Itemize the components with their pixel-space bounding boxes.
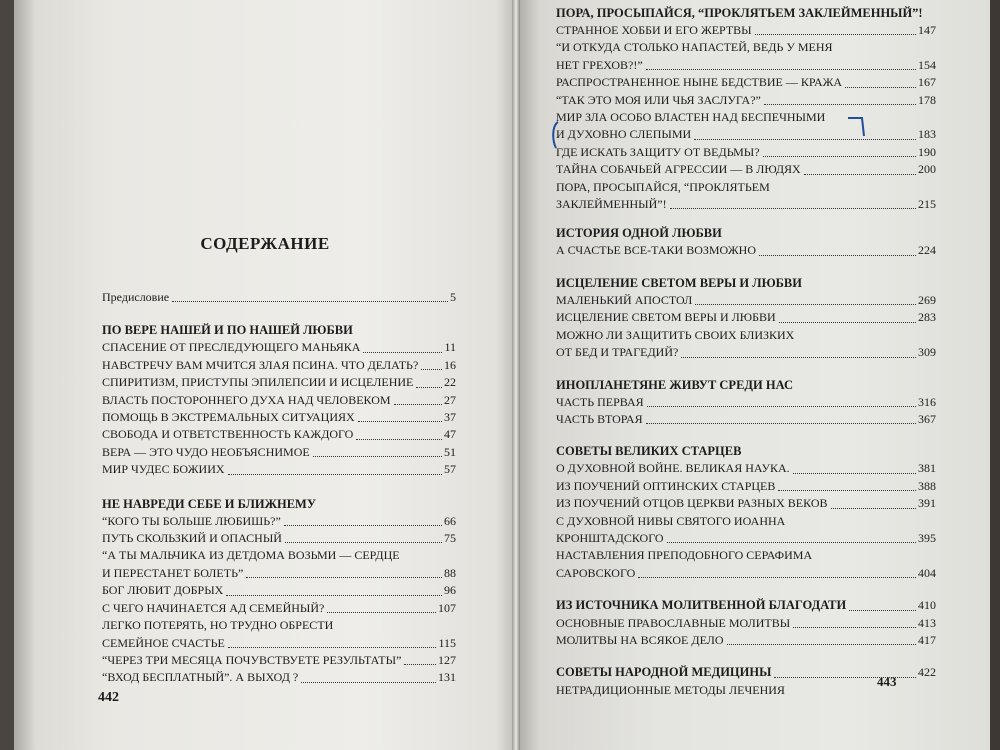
- entry-page: 309: [918, 345, 936, 360]
- entry-title: “ТАК ЭТО МОЯ ИЛИ ЧЬЯ ЗАСЛУГА?”: [556, 92, 761, 107]
- toc-entry[interactable]: [556, 161, 936, 178]
- entry-title: СЕМЕЙНОЕ СЧАСТЬЕ: [102, 635, 225, 650]
- dot-leader: [831, 508, 917, 509]
- dot-leader: [763, 156, 916, 157]
- entry-page: 215: [918, 197, 936, 212]
- toc-entry[interactable]: [102, 409, 456, 426]
- entry-page: 127: [438, 652, 456, 667]
- dot-leader: [727, 644, 916, 645]
- toc-entry[interactable]: [556, 632, 936, 649]
- dot-leader: [172, 301, 448, 302]
- toc-entry[interactable]: [102, 339, 456, 356]
- entry-page: 422: [918, 665, 936, 680]
- dot-leader: [394, 404, 442, 405]
- dot-leader: [638, 577, 916, 578]
- dot-leader: [228, 647, 437, 648]
- toc-entry[interactable]: [556, 565, 936, 582]
- dot-leader: [646, 423, 916, 424]
- entry-title-lead: “А ТЫ МАЛЬЧИКА ИЗ ДЕТДОМА ВОЗЬМИ — СЕРДЦЕ: [102, 548, 400, 563]
- dot-leader: [764, 104, 916, 105]
- dot-leader: [358, 421, 442, 422]
- entry-title: ЧАСТЬ ВТОРАЯ: [556, 411, 643, 426]
- dot-leader: [356, 439, 442, 440]
- entry-page: 404: [918, 565, 936, 580]
- toc-entry[interactable]: [102, 635, 456, 652]
- entry-title: О ДУХОВНОЙ ВОЙНЕ. ВЕЛИКАЯ НАУКА.: [556, 461, 790, 476]
- entry-page: 16: [444, 357, 456, 372]
- entry-page: 57: [444, 462, 456, 477]
- entry-page: 178: [918, 92, 936, 107]
- section-title: ИНОПЛАНЕТЯНЕ ЖИВУТ СРЕДИ НАС: [556, 377, 794, 392]
- toc-section: [556, 443, 936, 582]
- entry-page: 37: [444, 410, 456, 425]
- toc-entry[interactable]: [556, 22, 936, 39]
- toc-section: [556, 377, 936, 429]
- entry-page: 96: [444, 583, 456, 598]
- contents-heading: СОДЕРЖАНИЕ: [200, 234, 330, 253]
- entry-title: НАВСТРЕЧУ ВАМ МЧИТСЯ ЗЛАЯ ПСИНА. ЧТО ДЕЛАТЬ?: [102, 357, 419, 372]
- dot-leader: [646, 69, 916, 70]
- entry-title: ЧАСТЬ ПЕРВАЯ: [556, 394, 644, 409]
- dot-leader: [793, 473, 916, 474]
- toc-entry[interactable]: [102, 374, 456, 391]
- toc-entry[interactable]: [102, 461, 456, 478]
- entry-page: 167: [918, 75, 936, 90]
- entry-page: 417: [918, 632, 936, 647]
- toc-section: [556, 225, 936, 259]
- entry-page: 381: [918, 461, 936, 476]
- dot-leader: [363, 352, 442, 353]
- left-toc: [102, 289, 456, 687]
- section-title: НЕ НАВРЕДИ СЕБЕ И БЛИЖНЕМУ: [102, 496, 317, 511]
- entry-page: 183: [918, 127, 936, 142]
- entry-title: ИЗ ПОУЧЕНИЙ ОТЦОВ ЦЕРКВИ РАЗНЫХ ВЕКОВ: [556, 496, 828, 511]
- entry-page: 269: [918, 292, 936, 307]
- entry-title: ЗАКЛЕЙМЕННЫЙ”!: [556, 197, 667, 212]
- entry-title: МИР ЧУДЕС БОЖИИХ: [102, 462, 225, 477]
- entry-title: А СЧАСТЬЕ ВСЕ-ТАКИ ВОЗМОЖНО: [556, 243, 756, 258]
- right-toc: [556, 5, 936, 699]
- dot-leader: [667, 542, 916, 543]
- section-title-row: [556, 597, 936, 614]
- entry-title: САРОВСКОГО: [556, 565, 636, 580]
- section-title: ИСТОРИЯ ОДНОЙ ЛЮБВИ: [556, 226, 722, 241]
- entry-page: 147: [918, 23, 936, 37]
- entry-page: 27: [444, 392, 456, 407]
- dot-leader: [849, 610, 916, 611]
- entry-page: 115: [438, 635, 456, 650]
- toc-entry[interactable]: [556, 57, 936, 74]
- dot-leader: [301, 682, 436, 683]
- entry-title: МАЛЕНЬКИЙ АПОСТОЛ: [556, 292, 693, 307]
- entry-title: ОСНОВНЫЕ ПРАВОСЛАВНЫЕ МОЛИТВЫ: [556, 615, 791, 630]
- dot-leader: [228, 474, 442, 475]
- dot-leader: [695, 304, 916, 305]
- entry-page: 388: [918, 478, 936, 493]
- entry-title-lead: “И ОТКУДА СТОЛЬКО НАПАСТЕЙ, ВЕДЬ У МЕНЯ: [556, 40, 833, 55]
- entry-page: 367: [918, 411, 936, 426]
- entry-page: 22: [444, 375, 456, 390]
- entry-title: ТАЙНА СОБАЧЬЕЙ АГРЕССИИ — В ЛЮДЯХ: [556, 162, 801, 177]
- toc-section: [102, 496, 456, 687]
- toc-entry[interactable]: [102, 357, 456, 374]
- toc-entry[interactable]: [556, 196, 936, 213]
- entry-page: 224: [918, 243, 936, 258]
- toc-entry[interactable]: [556, 530, 936, 547]
- entry-title: МОЛИТВЫ НА ВСЯКОЕ ДЕЛО: [556, 632, 724, 647]
- toc-entry[interactable]: [102, 652, 456, 669]
- book-spine: [512, 0, 520, 750]
- section-title: СОВЕТЫ НАРОДНОЙ МЕДИЦИНЫ: [556, 665, 772, 680]
- entry-title: ВЕРА — ЭТО ЧУДО НЕОБЪЯСНИМОЕ: [102, 444, 310, 459]
- toc-entry[interactable]: [102, 669, 456, 686]
- toc-entry[interactable]: [102, 530, 456, 547]
- dot-leader: [759, 255, 916, 256]
- entry-page: 66: [444, 513, 456, 528]
- entry-title: ПОМОЩЬ В ЭКСТРЕМАЛЬНЫХ СИТУАЦИЯХ: [102, 410, 355, 425]
- toc-entry[interactable]: [556, 460, 936, 477]
- entry-title: СТРАННОЕ ХОББИ И ЕГО ЖЕРТВЫ: [556, 23, 752, 37]
- entry-title: “КОГО ТЫ БОЛЬШЕ ЛЮБИШЬ?”: [102, 513, 281, 528]
- dot-leader: [779, 322, 916, 323]
- dot-leader: [416, 387, 442, 388]
- pen-bracket-mark: [544, 112, 874, 154]
- entry-page: 413: [918, 615, 936, 630]
- toc-entry[interactable]: [556, 92, 936, 109]
- entry-page: 88: [444, 565, 456, 580]
- dot-leader: [681, 357, 916, 358]
- entry-page: 190: [918, 144, 936, 159]
- entry-title: РАСПРОСТРАНЕННОЕ НЫНЕ БЕДСТВИЕ — КРАЖА: [556, 75, 843, 90]
- entry-title: НЕТ ГРЕХОВ?!”: [556, 57, 643, 72]
- toc-entry[interactable]: [556, 478, 936, 495]
- dot-leader: [421, 369, 442, 370]
- entry-page: 131: [438, 670, 456, 685]
- entry-title-lead: ПОРА, ПРОСЫПАЙСЯ, “ПРОКЛЯТЬЕМ: [556, 179, 770, 194]
- toc-entry[interactable]: [102, 444, 456, 461]
- entry-page: 47: [444, 427, 456, 442]
- preface-entry[interactable]: [102, 289, 456, 306]
- dot-leader: [804, 174, 916, 175]
- toc-section: [556, 597, 936, 649]
- dot-leader: [793, 627, 916, 628]
- toc-entry[interactable]: [556, 309, 936, 326]
- entry-title: “ЧЕРЕЗ ТРИ МЕСЯЦА ПОЧУВСТВУЕТЕ РЕЗУЛЬТАТЫ”: [102, 652, 402, 667]
- entry-title: И ПЕРЕСТАНЕТ БОЛЕТЬ”: [102, 565, 244, 580]
- dot-leader: [647, 406, 916, 407]
- toc-entry[interactable]: НЕТРАДИЦИОННЫЕ МЕТОДЫ ЛЕЧЕНИЯ: [556, 682, 785, 697]
- entry-title: “ВХОД БЕСПЛАТНЫЙ”. А ВЫХОД ?: [102, 670, 299, 685]
- entry-page: 395: [918, 530, 936, 545]
- entry-page: 154: [918, 57, 936, 72]
- toc-entry[interactable]: [556, 74, 936, 91]
- dot-leader: [778, 490, 916, 491]
- entry-page: 5: [450, 290, 456, 304]
- dot-leader: [226, 595, 442, 596]
- entry-title: БОГ ЛЮБИТ ДОБРЫХ: [102, 583, 224, 598]
- left-page: [14, 0, 516, 750]
- section-title: ИЗ ИСТОЧНИКА МОЛИТВЕННОЙ БЛАГОДАТИ: [556, 598, 847, 613]
- toc-entry[interactable]: [102, 600, 456, 617]
- toc-entry[interactable]: [102, 426, 456, 443]
- entry-title-lead: С ДУХОВНОЙ НИВЫ СВЯТОГО ИОАННА: [556, 513, 786, 528]
- entry-title: СПИРИТИЗМ, ПРИСТУПЫ ЭПИЛЕПСИИ И ИСЦЕЛЕНИЕ: [102, 375, 414, 390]
- dot-leader: [670, 208, 916, 209]
- toc-entry[interactable]: [556, 344, 936, 361]
- entry-title-lead: НАСТАВЛЕНИЯ ПРЕПОДОБНОГО СЕРАФИМА: [556, 548, 813, 563]
- toc-entry[interactable]: [556, 411, 936, 428]
- toc-entry[interactable]: [556, 292, 936, 309]
- right-sections: [556, 225, 936, 699]
- toc-entry[interactable]: [102, 513, 456, 530]
- toc-entry[interactable]: [102, 565, 456, 582]
- entry-title: ВЛАСТЬ ПОСТОРОННЕГО ДУХА НАД ЧЕЛОВЕКОМ: [102, 392, 391, 407]
- page-gutter-shadow: [14, 0, 36, 750]
- entry-title: С ЧЕГО НАЧИНАЕТСЯ АД СЕМЕЙНЫЙ?: [102, 600, 325, 615]
- entry-page: 200: [918, 162, 936, 177]
- dot-leader: [313, 456, 442, 457]
- page-number: 443: [877, 674, 897, 689]
- entry-page: 391: [918, 496, 936, 511]
- right-page: [516, 0, 990, 750]
- entry-title: И ДУХОВНО СЛЕПЫМИ: [556, 127, 692, 142]
- entry-page: 316: [918, 394, 936, 409]
- toc-entry[interactable]: [556, 394, 936, 411]
- entry-title: СВОБОДА И ОТВЕТСТВЕННОСТЬ КАЖДОГО: [102, 427, 354, 442]
- entry-title: ПУТЬ СКОЛЬЗКИЙ И ОПАСНЫЙ: [102, 531, 282, 546]
- entry-title-lead: МИР ЗЛА ОСОБО ВЛАСТЕН НАД БЕСПЕЧНЫМИ: [556, 110, 826, 125]
- left-sections: [102, 322, 456, 686]
- entry-title-lead: ЛЕГКО ПОТЕРЯТЬ, НО ТРУДНО ОБРЕСТИ: [102, 618, 334, 633]
- section-title: СОВЕТЫ ВЕЛИКИХ СТАРЦЕВ: [556, 444, 742, 459]
- background-edge: [990, 0, 1000, 750]
- toc-entry[interactable]: [102, 392, 456, 409]
- section-title: ИСЦЕЛЕНИЕ СВЕТОМ ВЕРЫ И ЛЮБВИ: [556, 275, 802, 290]
- entry-page: 51: [444, 444, 456, 459]
- entry-title: ОТ БЕД И ТРАГЕДИЙ?: [556, 345, 679, 360]
- toc-entry[interactable]: [556, 615, 936, 632]
- toc-section: [556, 275, 936, 362]
- section-title: ПОРА, ПРОСЫПАЙСЯ, “ПРОКЛЯТЬЕМ ЗАКЛЕЙМЕННЫЙ”!: [556, 6, 923, 20]
- entry-page: 75: [444, 531, 456, 546]
- entry-title: СПАСЕНИЕ ОТ ПРЕСЛЕДУЮЩЕГО МАНЬЯКА: [102, 340, 361, 355]
- page-number: 442: [98, 690, 119, 705]
- entry-title: КРОНШТАДСКОГО: [556, 530, 664, 545]
- section-title: ПО ВЕРЕ НАШЕЙ И ПО НАШЕЙ ЛЮБВИ: [102, 323, 353, 338]
- dot-leader: [755, 34, 916, 35]
- toc-entry[interactable]: [102, 582, 456, 599]
- dot-leader: [285, 542, 442, 543]
- dot-leader: [404, 664, 436, 665]
- entry-title: ИСЦЕЛЕНИЕ СВЕТОМ ВЕРЫ И ЛЮБВИ: [556, 310, 776, 325]
- dot-leader: [845, 87, 916, 88]
- toc-section: [102, 322, 456, 478]
- entry-page: 283: [918, 310, 936, 325]
- dot-leader: [327, 612, 436, 613]
- entry-title: Предисловие: [102, 290, 170, 304]
- toc-entry[interactable]: [556, 242, 936, 259]
- entry-page: 410: [918, 598, 936, 613]
- toc-entry[interactable]: [556, 495, 936, 512]
- entry-title-lead: МОЖНО ЛИ ЗАЩИТИТЬ СВОИХ БЛИЗКИХ: [556, 327, 795, 342]
- entry-page: 107: [438, 600, 456, 615]
- entry-title: ИЗ ПОУЧЕНИЙ ОПТИНСКИХ СТАРЦЕВ: [556, 478, 776, 493]
- dot-leader: [246, 577, 442, 578]
- entry-title: ГДЕ ИСКАТЬ ЗАЩИТУ ОТ ВЕДЬМЫ?: [556, 144, 760, 159]
- dot-leader: [284, 525, 442, 526]
- entry-page: 11: [444, 340, 456, 355]
